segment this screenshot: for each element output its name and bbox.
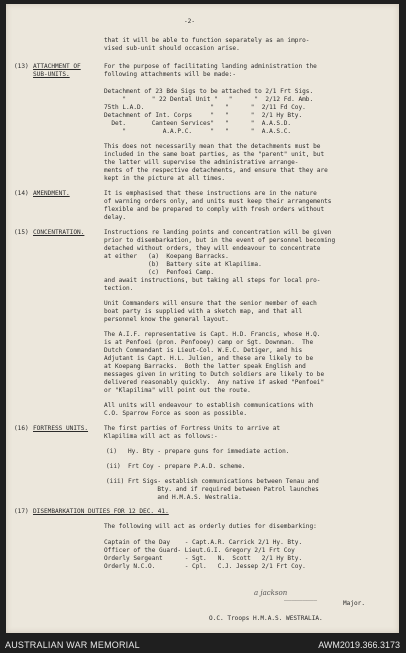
section-14-number: (14) bbox=[14, 190, 29, 197]
section-14-line: flexible and be prepared to comply with fresh orders without bbox=[104, 206, 325, 213]
section-15-para3: delivered reasonably quickly. Any native if asked "Penfoei" bbox=[104, 379, 325, 386]
section-13-para: kept in the picture at all times. bbox=[104, 175, 226, 182]
intro-line-2: vised sub-unit should occasion arise. bbox=[104, 45, 240, 52]
section-15-line: and await instructions, but taking all steps for local pro- bbox=[104, 277, 321, 284]
section-15-heading: CONCENTRATION. bbox=[33, 229, 85, 236]
section-14-line: of warning orders only, and units must keep their arrangements bbox=[104, 198, 332, 205]
footer-accession-number: AWM2019.366.3173 bbox=[318, 640, 400, 650]
section-16-heading: FORTRESS UNITS. bbox=[33, 425, 89, 432]
section-15-para3: The A.I.F. representative is Capt. H.D. Francis, whose H.Q. bbox=[104, 331, 321, 338]
archive-footer bbox=[0, 637, 406, 653]
fortress-item: and H.M.A.S. Westralia. bbox=[106, 494, 242, 501]
section-13-line: following attachments will be made:- bbox=[104, 71, 237, 78]
section-16-number: (16) bbox=[14, 425, 29, 432]
section-15-para3: messages given in writing to Dutch soldiers are likely to be bbox=[104, 371, 325, 378]
page-number: -2- bbox=[184, 18, 196, 25]
duty-row: Orderly N.C.O. - Cpl. C.J. Jessep 2/1 Frt Coy. bbox=[104, 563, 306, 570]
section-15-number: (15) bbox=[14, 229, 29, 236]
intro-line-1: that it will be able to function separately as an impro- bbox=[104, 37, 310, 44]
signature: a jackson bbox=[254, 589, 288, 597]
section-13-line: For the purpose of facilitating landing administration the bbox=[104, 63, 317, 70]
section-13-heading-2: SUB-UNITS. bbox=[33, 71, 70, 78]
section-13-heading: ATTACHMENT OF bbox=[33, 63, 81, 70]
section-13-para: included in the same boat parties, as the "parent" unit, but bbox=[104, 151, 325, 158]
section-16-line: Klapilima will act as follows:- bbox=[104, 433, 218, 440]
attachment-row: Det. Canteen Services" " " A.A.S.D. bbox=[104, 120, 292, 127]
section-15-para3: Adjutant is Capt. H.L. Julien, and these are likely to be bbox=[104, 355, 314, 362]
section-17-heading: DISEMBARKATION DUTIES FOR 12 DEC. 41. bbox=[33, 508, 169, 515]
attachment-row: 75th L.A.D. " " " 2/11 Fd Coy. bbox=[104, 104, 306, 111]
attachment-row: " " 22 Dental Unit " " " 2/12 Fd. Amb. bbox=[104, 96, 314, 103]
section-13-para: ments of the respective detachments, and ensure that they are bbox=[104, 167, 328, 174]
attachment-row: " A.A.P.C. " " " A.A.S.C. bbox=[104, 128, 292, 135]
attachment-row: Detachment of 23 Bde Sigs to be attached to 2/1 Frt Sigs. bbox=[104, 88, 314, 95]
section-15-para3: or "Klapilima" will point out the route. bbox=[104, 387, 251, 394]
section-15-para4: C.O. Sparrow Force as soon as possible. bbox=[104, 410, 248, 417]
section-13-number: (13) bbox=[14, 63, 29, 70]
section-15-para3: at Koepang Barracks. Both the latter speak English and bbox=[104, 363, 306, 370]
section-15-line: (c) Penfoei Camp. bbox=[104, 269, 215, 276]
duty-row: Officer of the Guard- Lieut.G.I. Gregory 2/1 Frt Coy bbox=[104, 547, 295, 554]
duty-row: Captain of the Day - Capt.A.R. Carrick 2/1 Hy. Bty. bbox=[104, 539, 303, 546]
section-16-line: The first parties of Fortress Units to arrive at bbox=[104, 425, 281, 432]
section-15-para2: boat party is supplied with a sketch map, and that all bbox=[104, 308, 303, 315]
section-15-para2: Unit Commanders will ensure that the senior member of each bbox=[104, 300, 317, 307]
section-15-line: Instructions re landing points and concentration will be given bbox=[104, 229, 332, 236]
section-15-para3: is at Penfoei (pron. Penfooey) camp or Sgt. Downman. The bbox=[104, 339, 314, 346]
document-page bbox=[6, 4, 399, 633]
section-15-line: detached without orders, they will endeavour to concentrate bbox=[104, 245, 321, 252]
section-15-para4: All units will endeavour to establish communications with bbox=[104, 402, 314, 409]
signature-line: _________ bbox=[284, 594, 318, 601]
fortress-item: (iii) Frt Sigs- establish communications between Tenau and bbox=[106, 478, 319, 485]
section-17-intro: The following will act as orderly duties for disembarking: bbox=[104, 523, 317, 530]
section-13-para: This does not necessarily mean that the detachments must be bbox=[104, 143, 321, 150]
section-15-line: prior to disembarkation, but in the event of personnel becoming bbox=[104, 237, 336, 244]
section-15-line: tection. bbox=[104, 285, 134, 292]
section-15-para2: personnel know the general layout. bbox=[104, 316, 229, 323]
section-17-number: (17) bbox=[14, 508, 29, 515]
fortress-item: (ii) Frt Coy - prepare P.A.D. scheme. bbox=[106, 463, 246, 470]
attachment-row: Detachment of Int. Corps " " " 2/1 Hy Bty. bbox=[104, 112, 303, 119]
section-14-heading: AMENDMENT. bbox=[33, 190, 70, 197]
signature-title: O.C. Troops H.M.A.S. WESTRALIA. bbox=[209, 615, 323, 622]
section-15-line: at either (a) Koepang Barracks. bbox=[104, 253, 229, 260]
duty-row: Orderly Sergeant - Sgt. N. Scott 2/1 Hy Bty. bbox=[104, 555, 303, 562]
section-15-line: (b) Battery site at Klapilima. bbox=[104, 261, 262, 268]
fortress-item: Bty. and if required between Patrol launches bbox=[106, 486, 319, 493]
section-13-para: the latter will supervise the administrative arrange- bbox=[104, 159, 299, 166]
section-14-line: It is emphasised that these instructions are in the nature bbox=[104, 190, 317, 197]
signature-rank: Major. bbox=[343, 600, 366, 607]
footer-source: AUSTRALIAN WAR MEMORIAL bbox=[5, 640, 140, 650]
section-15-para3: Dutch Commandant is Lieut-Col. W.E.C. Detiger, and his bbox=[104, 347, 303, 354]
fortress-item: (i) Hy. Bty - prepare guns for immediate action. bbox=[106, 448, 290, 455]
section-14-line: delay. bbox=[104, 214, 127, 221]
